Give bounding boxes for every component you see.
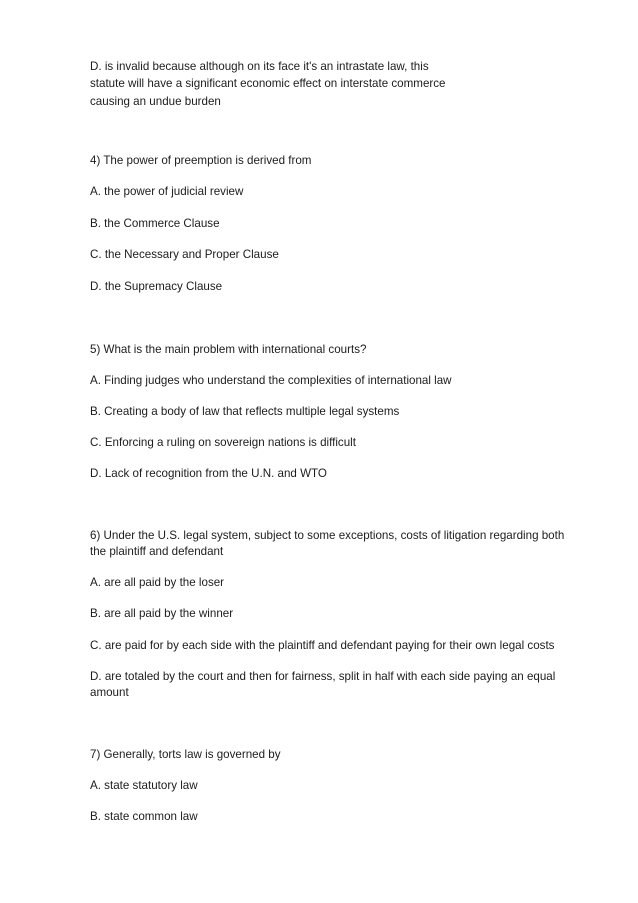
q6-option-b: B. are all paid by the winner bbox=[90, 607, 234, 620]
q4-option-a: A. the power of judicial review bbox=[90, 185, 244, 198]
q5-option-a: A. Finding judges who understand the complexities of international law bbox=[90, 374, 452, 387]
q3-option-d-line-3: causing an undue burden bbox=[90, 95, 221, 108]
q7-option-b: B. state common law bbox=[90, 810, 198, 823]
q4-option-b: B. the Commerce Clause bbox=[90, 217, 220, 230]
q4-option-c: C. the Necessary and Proper Clause bbox=[90, 248, 279, 261]
question-6-line-1: 6) Under the U.S. legal system, subject to some exceptions, costs of litigation regarding both bbox=[90, 529, 565, 542]
q5-option-b: B. Creating a body of law that reflects multiple legal systems bbox=[90, 405, 400, 418]
q6-option-c: C. are paid for by each side with the plaintiff and defendant paying for their own legal costs bbox=[90, 639, 555, 652]
q6-option-d-line-1: D. are totaled by the court and then for fairness, split in half with each side paying an equal bbox=[90, 670, 556, 683]
q5-option-c: C. Enforcing a ruling on sovereign nations is difficult bbox=[90, 436, 356, 449]
q6-option-d-line-2: amount bbox=[90, 686, 129, 699]
question-5: 5) What is the main problem with international courts? bbox=[90, 343, 367, 356]
q3-option-d-line-2: statute will have a significant economic effect on interstate commerce bbox=[90, 77, 446, 90]
question-4: 4) The power of preemption is derived from bbox=[90, 154, 312, 167]
q4-option-d: D. the Supremacy Clause bbox=[90, 280, 223, 293]
question-7: 7) Generally, torts law is governed by bbox=[90, 748, 281, 761]
q6-option-a: A. are all paid by the loser bbox=[90, 576, 225, 589]
question-6-line-2: the plaintiff and defendant bbox=[90, 545, 224, 558]
q5-option-d: D. Lack of recognition from the U.N. and WTO bbox=[90, 467, 327, 480]
q3-option-d-line-1: D. is invalid because although on its face it's an intrastate law, this bbox=[90, 60, 429, 73]
q7-option-a: A. state statutory law bbox=[90, 779, 198, 792]
